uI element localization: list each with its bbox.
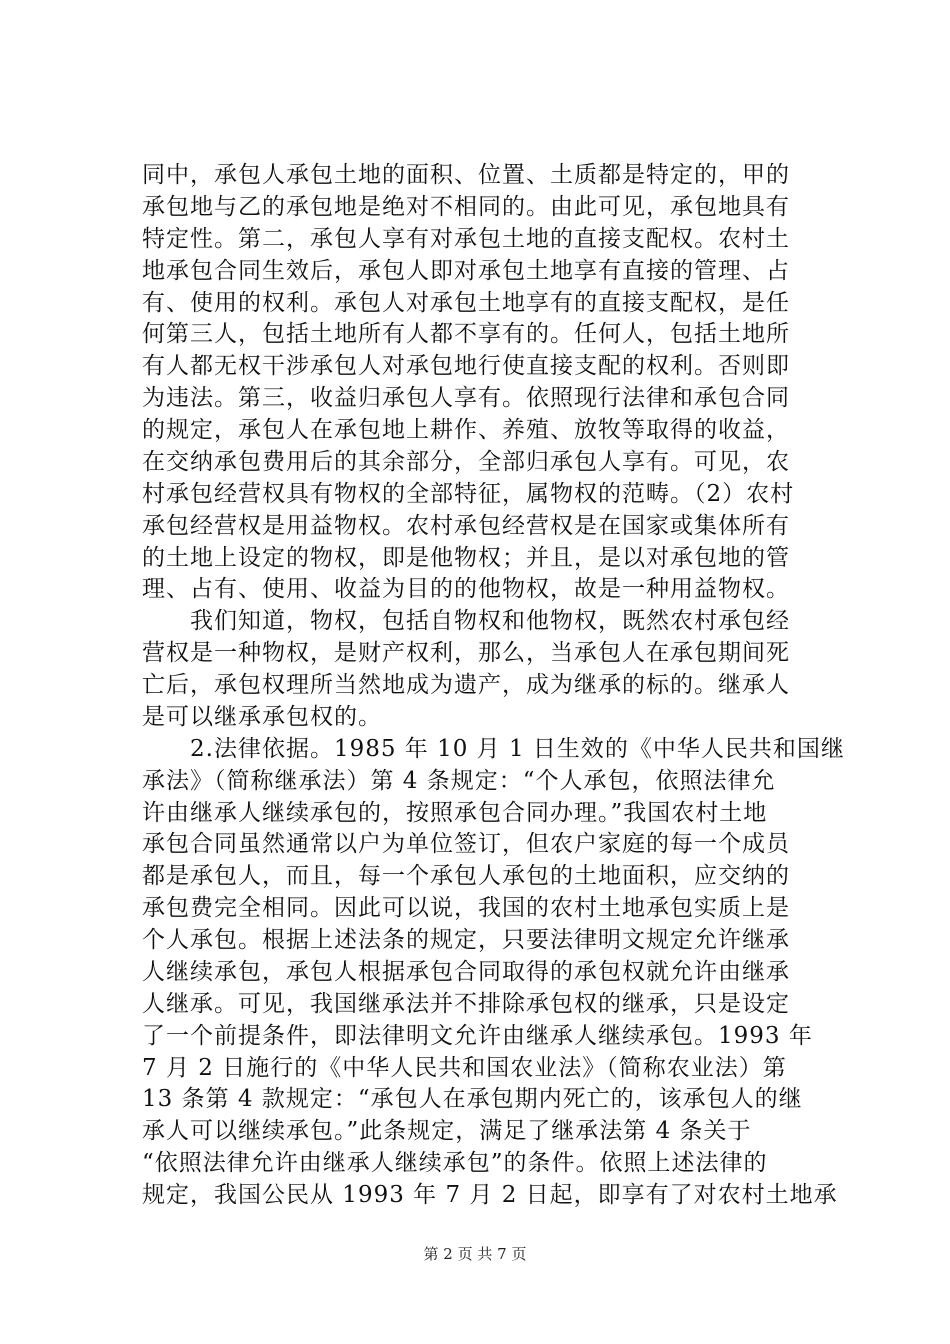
text-line: 个人承包。根据上述法条的规定，只要法律明文规定允许继承 [142,927,790,954]
text-line: 同中，承包人承包土地的面积、位置、土质都是特定的，甲的 [142,162,790,188]
text-line: 的土地上设定的物权，即是他物权；并且，是以对承包地的管 [142,544,790,571]
text-line: 2.法律依据。1985 年 10 月 1 日生效的《中华人民共和国继 [142,735,845,762]
text-line: 许由继承人继续承包的，按照承包合同办理。”我国农村土地 [142,799,768,826]
text-line: 承包费完全相同。因此可以说，我国的农村土地承包实质上是 [142,895,790,922]
text-line: 村承包经营权具有物权的全部特征，属物权的范畴。（2）农村 [142,480,795,507]
text-line: 有人都无权干涉承包人对承包地行使直接支配的权利。否则即 [142,353,790,380]
text-line: 理、占有、使用、收益为目的的他物权，故是一种用益物权。 [142,576,790,603]
text-line: 亡后，承包权理所当然地成为遗产，成为继承的标的。继承人 [142,672,790,699]
text-line: 营权是一种物权，是财产权利，那么，当承包人在承包期间死 [142,640,790,667]
text-line: 13 条第 4 款规定：“承包人在承包期内死亡的，该承包人的继 [142,1086,803,1113]
text-line: 我们知道，物权，包括自物权和他物权，既然农村承包经 [142,608,790,635]
text-line: 是可以继承承包权的。 [142,703,382,730]
text-line: 在交纳承包费用后的其余部分，全部归承包人享有。可见，农 [142,448,790,475]
text-line: 承法》（简称继承法）第 4 条规定：“个人承包，依照法律允 [142,767,776,794]
text-line: 承包地与乙的承包地是绝对不相同的。由此可见，承包地具有 [142,193,790,220]
text-line: 的规定，承包人在承包地上耕作、养殖、放牧等取得的收益， [142,417,790,444]
text-line: 规定，我国公民从 1993 年 7 月 2 日起，即享有了对农村土地承 [142,1182,838,1209]
text-line: “依照法律允许由继承人继续承包”的条件。依照上述法律的 [142,1150,768,1177]
text-line: 地承包合同生效后，承包人即对承包土地享有直接的管理、占 [142,257,790,284]
text-line: 了一个前提条件，即法律明文允许由继承人继续承包。1993 年 [142,1022,813,1049]
text-line: 承人可以继续承包。”此条规定，满足了继承法第 4 条关于 [142,1118,752,1145]
text-line: 承包合同虽然通常以户为单位签订，但农户家庭的每一个成员 [142,831,790,858]
text-line: 为违法。第三，收益归承包人享有。依照现行法律和承包合同 [142,385,790,412]
text-line: 承包经营权是用益物权。农村承包经营权是在国家或集体所有 [142,512,790,539]
page-number-footer: 第 2 页 共 7 页 [423,1245,527,1263]
text-line: 人继续承包，承包人根据承包合同取得的承包权就允许由继承 [142,958,790,985]
text-line: 都是承包人，而且，每一个承包人承包的土地面积，应交纳的 [142,863,790,890]
text-line: 人继承。可见，我国继承法并不排除承包权的继承，只是设定 [142,990,790,1017]
text-line: 7 月 2 日施行的《中华人民共和国农业法》（简称农业法）第 [142,1054,787,1081]
text-line: 特定性。第二，承包人享有对承包土地的直接支配权。农村土 [142,225,790,252]
text-line: 有、使用的权利。承包人对承包土地享有的直接支配权，是任 [142,289,790,316]
text-line: 何第三人，包括土地所有人都不享有的。任何人，包括土地所 [142,321,790,348]
